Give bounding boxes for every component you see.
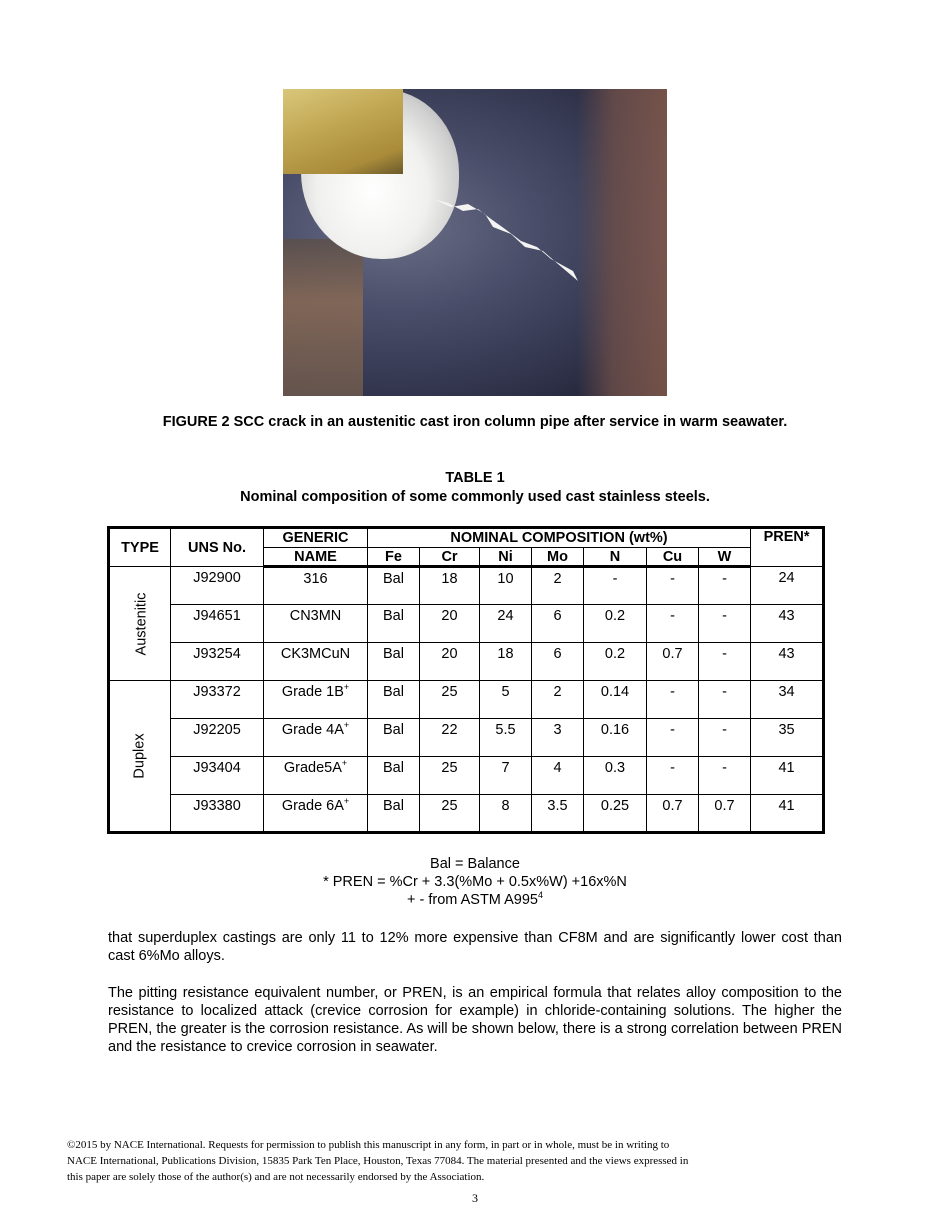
ni-cell: 8 — [480, 795, 532, 833]
generic-name-text: Grade 6A — [281, 798, 344, 814]
w-cell: - — [699, 567, 751, 605]
cr-cell: 20 — [420, 643, 480, 681]
cu-cell: 0.7 — [647, 643, 699, 681]
fe-cell: Bal — [368, 643, 420, 681]
astm-marker: + — [341, 758, 348, 769]
uns-cell: J93372 — [171, 681, 264, 719]
mo-cell: 6 — [532, 643, 584, 681]
n-cell: 0.14 — [584, 681, 647, 719]
fe-cell: Bal — [368, 795, 420, 833]
figure-photo-scc-crack — [283, 89, 667, 396]
header-generic-line2: NAME — [264, 548, 368, 567]
w-cell: - — [699, 643, 751, 681]
ni-cell: 10 — [480, 567, 532, 605]
cu-cell: - — [647, 605, 699, 643]
cr-cell: 18 — [420, 567, 480, 605]
uns-cell: J94651 — [171, 605, 264, 643]
copyright-footer — [67, 1137, 787, 1185]
n-cell: 0.3 — [584, 757, 647, 795]
fe-cell: Bal — [368, 567, 420, 605]
uns-cell: J92900 — [171, 567, 264, 605]
table-title: Nominal composition of some commonly used cast stainless steels. — [240, 489, 710, 505]
astm-marker: + — [343, 682, 350, 693]
table-number: TABLE 1 — [445, 470, 505, 486]
header-n: N — [584, 548, 647, 567]
cr-cell: 25 — [420, 795, 480, 833]
footer-line: NACE International, Publications Division, 15835 Park Ten Place, Houston, Texas 77084. The material presented and the views expressed in — [67, 1155, 689, 1167]
header-nominal-composition: NOMINAL COMPOSITION (wt%) — [368, 528, 751, 548]
pren-cell: 43 — [751, 643, 824, 681]
w-cell: - — [699, 757, 751, 795]
page-number: 3 — [472, 1191, 478, 1205]
note-balance: Bal = Balance — [430, 856, 520, 872]
pipe-wall-right — [577, 89, 667, 396]
generic-name-text: Grade5A — [283, 760, 342, 776]
mo-cell: 3.5 — [532, 795, 584, 833]
header-mo: Mo — [532, 548, 584, 567]
cr-cell: 25 — [420, 681, 480, 719]
generic-name-cell: 316 — [264, 567, 368, 605]
note-astm-reference: 4 — [537, 890, 543, 901]
header-fe: Fe — [368, 548, 420, 567]
generic-name-cell — [264, 795, 368, 833]
fe-cell: Bal — [368, 757, 420, 795]
header-cr: Cr — [420, 548, 480, 567]
mo-cell: 2 — [532, 681, 584, 719]
n-cell: 0.25 — [584, 795, 647, 833]
cr-cell: 20 — [420, 605, 480, 643]
generic-name-cell: CK3MCuN — [264, 643, 368, 681]
header-w: W — [699, 548, 751, 567]
composition-table — [107, 526, 825, 834]
cu-cell: 0.7 — [647, 795, 699, 833]
cr-cell: 25 — [420, 757, 480, 795]
table-row — [109, 719, 824, 757]
generic-name-cell — [264, 719, 368, 757]
astm-marker: + — [343, 796, 350, 807]
note-astm — [0, 891, 950, 909]
pren-cell: 43 — [751, 605, 824, 643]
generic-name-cell — [264, 681, 368, 719]
figure-caption: FIGURE 2 SCC crack in an austenitic cast iron column pipe after service in warm seawater. — [162, 414, 788, 430]
note-pren-formula: * PREN = %Cr + 3.3(%Mo + 0.5x%W) +16x%N — [323, 874, 627, 890]
footer-line: this paper are solely those of the author(s) and are not necessarily endorsed by the Association. — [67, 1171, 485, 1183]
cu-cell: - — [647, 757, 699, 795]
ni-cell: 7 — [480, 757, 532, 795]
w-cell: - — [699, 681, 751, 719]
ni-cell: 5.5 — [480, 719, 532, 757]
mo-cell: 2 — [532, 567, 584, 605]
pipe-wall-left — [283, 239, 363, 396]
n-cell: 0.2 — [584, 643, 647, 681]
header-generic-line1: GENERIC — [264, 528, 368, 548]
table-row — [109, 795, 824, 833]
body-paragraph-1: that superduplex castings are only 11 to 12% more expensive than CF8M and are significantly lower cost than cast 6%Mo alloys. — [108, 930, 842, 964]
generic-name-cell — [264, 757, 368, 795]
ni-cell: 24 — [480, 605, 532, 643]
cu-cell: - — [647, 681, 699, 719]
type-cell-duplex — [109, 681, 171, 833]
generic-name-text: Grade 4A — [281, 722, 344, 738]
header-uns: UNS No. — [171, 528, 264, 567]
mo-cell: 4 — [532, 757, 584, 795]
header-ni: Ni — [480, 548, 532, 567]
w-cell: - — [699, 719, 751, 757]
cu-cell: - — [647, 719, 699, 757]
fe-cell: Bal — [368, 605, 420, 643]
table-row — [109, 681, 824, 719]
type-label: Austenitic — [133, 592, 150, 655]
fe-cell: Bal — [368, 719, 420, 757]
crack-shape — [433, 189, 583, 284]
cr-cell: 22 — [420, 719, 480, 757]
cu-cell: - — [647, 567, 699, 605]
w-cell: 0.7 — [699, 795, 751, 833]
table-row — [109, 643, 824, 681]
uns-cell: J93404 — [171, 757, 264, 795]
ni-cell: 18 — [480, 643, 532, 681]
type-label: Duplex — [131, 733, 148, 779]
uns-cell: J93380 — [171, 795, 264, 833]
generic-name-cell: CN3MN — [264, 605, 368, 643]
w-cell: - — [699, 605, 751, 643]
uns-cell: J92205 — [171, 719, 264, 757]
table-row — [109, 605, 824, 643]
header-type: TYPE — [109, 528, 171, 567]
astm-marker: + — [343, 720, 350, 731]
header-cu: Cu — [647, 548, 699, 567]
mo-cell: 3 — [532, 719, 584, 757]
body-paragraph-2: The pitting resistance equivalent number, or PREN, is an empirical formula that relates alloy composition to the resistance to localized attack (crevice corrosion for example) in chloride-containing solutions. The higher the PREN, the greater is the corrosion resistance. As will be shown below, there is a strong correlation between PREN and the resistance to crevice corrosion in seawater. — [108, 985, 842, 1055]
footer-line: ©2015 by NACE International. Requests for permission to publish this manuscript in any form, in part or in whole, must be in writing to — [67, 1139, 670, 1151]
pren-cell: 34 — [751, 681, 824, 719]
fe-cell: Bal — [368, 681, 420, 719]
mo-cell: 6 — [532, 605, 584, 643]
header-pren: PREN* — [751, 528, 824, 567]
uns-cell: J93254 — [171, 643, 264, 681]
table-row — [109, 567, 824, 605]
n-cell: 0.2 — [584, 605, 647, 643]
pren-cell: 35 — [751, 719, 824, 757]
pren-cell: 24 — [751, 567, 824, 605]
type-cell-austenitic — [109, 567, 171, 681]
background-sign — [283, 89, 403, 174]
ni-cell: 5 — [480, 681, 532, 719]
n-cell: 0.16 — [584, 719, 647, 757]
note-astm-text: + - from ASTM A995 — [407, 892, 538, 908]
pren-cell: 41 — [751, 795, 824, 833]
table-row — [109, 757, 824, 795]
n-cell: - — [584, 567, 647, 605]
pren-cell: 41 — [751, 757, 824, 795]
generic-name-text: Grade 1B — [281, 684, 344, 700]
